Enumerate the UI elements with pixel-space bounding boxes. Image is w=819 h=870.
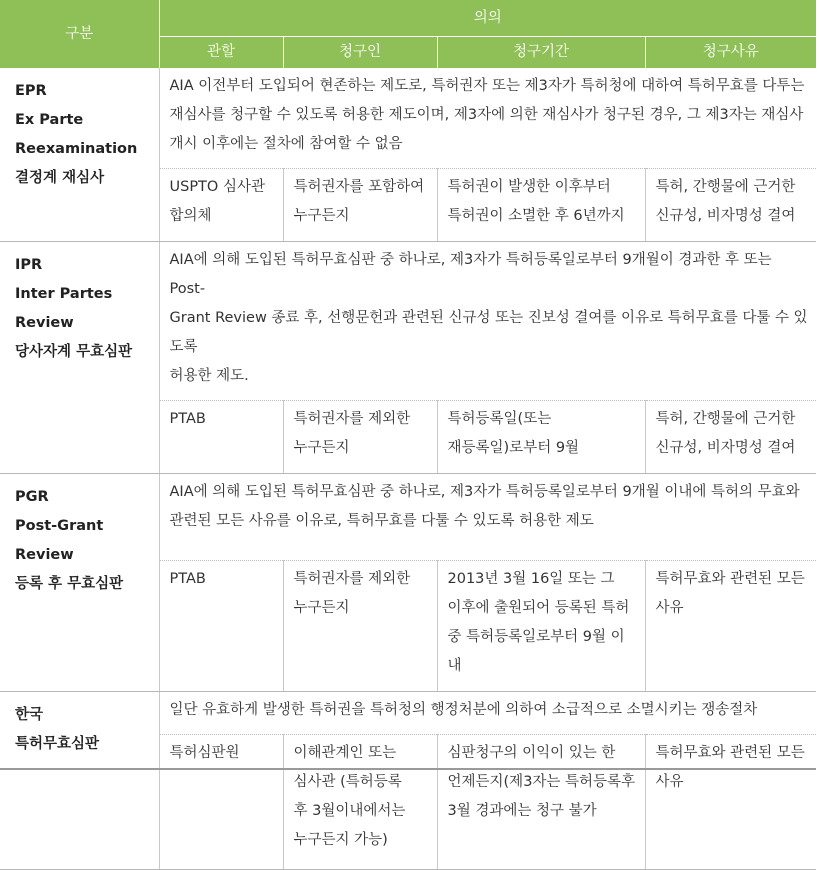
row-description-korea <box>159 692 816 735</box>
cell-line: 특허권자를 제외한 <box>293 411 411 427</box>
cell-line: 이후에 출원되어 등록된 특허 <box>447 600 630 616</box>
description-line: 관련된 모든 사유를 이유로, 특허무효를 다툴 수 있도록 허용한 제도 <box>169 513 594 529</box>
header-meaning: 의의 <box>159 0 816 37</box>
cell-line: 누구든지 가능) <box>293 832 388 848</box>
header-row-top <box>0 0 816 37</box>
cell-line: 신규성, 비자명성 결여 <box>655 440 796 456</box>
cell-line: 특허무효와 관련된 모든 <box>655 571 805 587</box>
row-label-line: 결정계 재심사 <box>15 170 105 186</box>
cell-epr-jurisdiction <box>159 169 283 242</box>
row-description-pgr <box>159 474 816 561</box>
row-label-line: 등록 후 무효심판 <box>15 576 124 592</box>
cell-line: 특허, 간행물에 근거한 <box>655 411 796 427</box>
cell-line: 이해관계인 또는 <box>293 745 397 761</box>
row-label-line: Review <box>15 315 74 331</box>
cell-line: 특허권이 발생한 이후부터 <box>447 179 611 195</box>
row-label-line: IPR <box>15 257 43 273</box>
cell-line: 특허등록일(또는 <box>447 411 552 427</box>
cell-ipr-jurisdiction <box>159 401 283 474</box>
row-label-line: Ex Parte <box>15 112 84 128</box>
cell-line: 누구든지 <box>293 208 350 224</box>
header-grounds: 청구사유 <box>645 37 816 69</box>
cell-korea-jurisdiction <box>159 735 283 870</box>
description-line: 재심사를 청구할 수 있도록 허용한 제도이며, 제3자에 의한 재심사가 청구된 경우, 그 제3자는 재심사 <box>169 107 804 123</box>
cell-korea-filing-period <box>437 735 645 870</box>
cell-line: 특허무효와 관련된 모든 <box>655 745 805 761</box>
row-label-line: 한국 <box>15 707 44 723</box>
row-label-epr <box>0 68 159 242</box>
cell-ipr-grounds <box>645 401 816 474</box>
cell-line: 누구든지 <box>293 600 350 616</box>
cell-epr-filing-period <box>437 169 645 242</box>
table-row-ipr-description <box>0 242 816 401</box>
row-description-epr <box>159 68 816 169</box>
row-description-ipr <box>159 242 816 401</box>
cell-line: 3월 경과에는 청구 불가 <box>447 803 597 819</box>
header-jurisdiction: 관할 <box>159 37 283 69</box>
cell-line: 사유 <box>655 774 684 790</box>
table-row-pgr-description <box>0 474 816 561</box>
row-label-line: EPR <box>15 83 47 99</box>
cell-line: PTAB <box>169 411 206 427</box>
cell-pgr-petitioner <box>283 561 437 692</box>
cell-ipr-petitioner <box>283 401 437 474</box>
row-label-pgr <box>0 474 159 692</box>
cell-pgr-grounds <box>645 561 816 692</box>
cell-line: 합의체 <box>169 208 212 224</box>
cell-line: 후 3월이내에서는 <box>293 803 406 819</box>
cell-line: 심판청구의 이익이 있는 한 <box>447 745 616 761</box>
row-label-line: 당사자계 무효심판 <box>15 344 133 360</box>
description-line: AIA 이전부터 도입되어 현존하는 제도로, 특허권자 또는 제3자가 특허청에 대하여 특허무효를 다투는 <box>169 78 805 94</box>
header-gubun: 구분 <box>0 0 159 68</box>
cell-line: 2013년 3월 16일 또는 그 <box>447 571 615 587</box>
cell-pgr-jurisdiction <box>159 561 283 692</box>
cell-line: PTAB <box>169 571 206 587</box>
table-row-epr-description <box>0 68 816 169</box>
header-filing-period: 청구기간 <box>437 37 645 69</box>
row-label-line: PGR <box>15 489 49 505</box>
header-petitioner: 청구인 <box>283 37 437 69</box>
cell-line: 특허권이 소멸한 후 6년까지 <box>447 208 625 224</box>
table-row-korea-description <box>0 692 816 735</box>
cell-pgr-filing-period <box>437 561 645 692</box>
cell-epr-grounds <box>645 169 816 242</box>
cell-line: 심사관 (특허등록 <box>293 774 402 790</box>
cell-line: 특허, 간행물에 근거한 <box>655 179 796 195</box>
cell-line: 재등록일)로부터 9월 <box>447 440 580 456</box>
cell-line: 특허권자를 포함하여 <box>293 179 425 195</box>
row-label-line: 특허무효심판 <box>15 736 100 752</box>
description-line: Grant Review 종료 후, 선행문헌과 관련된 신규성 또는 진보성 결여를 이유로 특허무효를 다툴 수 있도록 <box>169 310 808 355</box>
cell-epr-petitioner <box>283 169 437 242</box>
row-label-line: Inter Partes <box>15 286 113 302</box>
cell-line: 신규성, 비자명성 결여 <box>655 208 796 224</box>
row-label-line: Review <box>15 547 74 563</box>
row-label-korea <box>0 692 159 870</box>
description-line: 허용한 제도. <box>169 368 249 384</box>
cell-line: 특허권자를 제외한 <box>293 571 411 587</box>
description-line: 일단 유효하게 발생한 특허권을 특허청의 행정처분에 의하여 소급적으로 소멸시키는 쟁송절차 <box>169 702 758 718</box>
cell-line: 언제든지(제3자는 특허등록후 <box>447 774 636 790</box>
description-line: AIA에 의해 도입된 특허무효심판 중 하나로, 제3자가 특허등록일로부터 9개월 이내에 특허의 무효와 <box>169 484 800 500</box>
cell-line: 중 특허등록일로부터 9월 이내 <box>447 629 625 674</box>
cell-korea-petitioner <box>283 735 437 870</box>
cell-ipr-filing-period <box>437 401 645 474</box>
cell-line: 누구든지 <box>293 440 350 456</box>
description-line: 개시 이후에는 절차에 참여할 수 없음 <box>169 136 403 152</box>
row-label-line: Post-Grant <box>15 518 104 534</box>
row-label-line: Reexamination <box>15 141 138 157</box>
cell-line: 특허심판원 <box>169 745 240 761</box>
cell-line: USPTO 심사관 <box>169 179 265 195</box>
description-line: AIA에 의해 도입된 특허무효심판 중 하나로, 제3자가 특허등록일로부터 9개월이 경과한 후 또는 Post- <box>169 252 772 297</box>
table-bottom-border <box>0 768 816 770</box>
cell-line: 사유 <box>655 600 684 616</box>
row-label-ipr <box>0 242 159 474</box>
cell-korea-grounds <box>645 735 816 870</box>
